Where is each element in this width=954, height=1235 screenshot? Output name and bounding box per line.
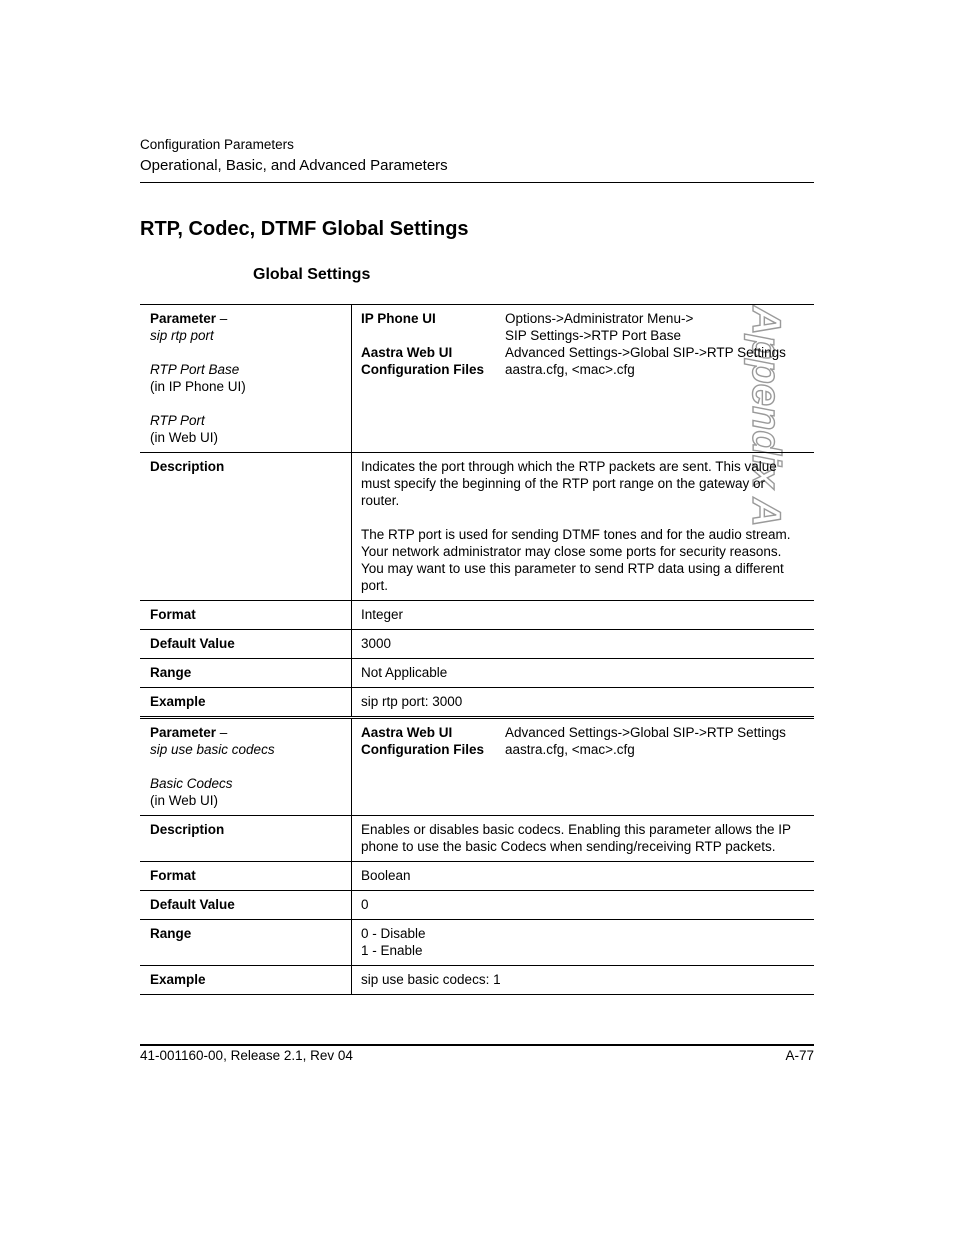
- example-value: sip rtp port: 3000: [352, 688, 815, 717]
- location-row: [361, 361, 805, 378]
- location-row: [361, 344, 805, 361]
- location-value: aastra.cfg, <mac>.cfg: [505, 362, 635, 377]
- format-value: Boolean: [352, 862, 815, 891]
- location-value: aastra.cfg, <mac>.cfg: [505, 742, 635, 757]
- range-value: Not Applicable: [352, 659, 815, 688]
- default-label: Default Value: [140, 630, 352, 659]
- example-label: Example: [140, 688, 352, 717]
- example-label: Example: [140, 966, 352, 995]
- alias-name: RTP Port: [150, 413, 205, 428]
- location-label: Aastra Web UI: [361, 725, 453, 740]
- section-title: RTP, Codec, DTMF Global Settings: [140, 218, 469, 240]
- table-row-parameter: [140, 305, 814, 453]
- parameter-label: Parameter: [150, 311, 217, 326]
- table-row-format: [140, 601, 814, 630]
- location-row: [361, 310, 805, 344]
- footer-doc-id: 41-001160-00, Release 2.1, Rev 04: [140, 1048, 353, 1063]
- running-header-section: Operational, Basic, and Advanced Parameters: [140, 157, 448, 174]
- parameter-dash: –: [216, 725, 228, 740]
- default-label: Default Value: [140, 891, 352, 920]
- footer-rule: [140, 1044, 814, 1046]
- range-label: Range: [140, 920, 352, 966]
- location-value: Advanced Settings->Global SIP->RTP Settings: [505, 345, 786, 360]
- parameter-name: sip rtp port: [150, 328, 214, 343]
- appendix-side-tab-label: Appendix A: [744, 306, 788, 527]
- table-row-range: [140, 920, 814, 966]
- default-value: 3000: [352, 630, 815, 659]
- default-value: 0: [352, 891, 815, 920]
- parameter-dash: –: [216, 311, 228, 326]
- table-row-example: [140, 966, 814, 995]
- parameter-table-sip-use-basic-codecs: [140, 718, 814, 995]
- table-row-description: [140, 453, 814, 601]
- format-label: Format: [140, 601, 352, 630]
- header-rule: [140, 182, 814, 183]
- alias-context: (in Web UI): [150, 793, 219, 808]
- description-label: Description: [140, 816, 352, 862]
- parameter-label: Parameter: [150, 725, 217, 740]
- range-value: 1 - Enable: [361, 943, 423, 958]
- description-paragraph: The RTP port is used for sending DTMF tones and for the audio stream. Your network administrator may close some ports for security reasons. You may want to use this parameter to send RTP data using a different port.: [361, 527, 791, 593]
- alias-context: (in IP Phone UI): [150, 379, 246, 394]
- alias-context: (in Web UI): [150, 430, 219, 445]
- location-value: Options->Administrator Menu-> SIP Settings->RTP Port Base: [505, 311, 694, 343]
- format-value: Integer: [352, 601, 815, 630]
- subsection-title: Global Settings: [253, 266, 371, 283]
- example-value: sip use basic codecs: 1: [352, 966, 815, 995]
- format-label: Format: [140, 862, 352, 891]
- range-value: 0 - Disable: [361, 926, 426, 941]
- location-label: Aastra Web UI: [361, 345, 453, 360]
- description-paragraph: Indicates the port through which the RTP packets are sent. This value must specify the beginning of the RTP port range on the gateway or router.: [361, 459, 777, 508]
- description-value: Enables or disables basic codecs. Enabling this parameter allows the IP phone to use the basic Codecs when sending/receiving RTP packets.: [352, 816, 815, 862]
- running-header-chapter: Configuration Parameters: [140, 137, 294, 152]
- description-label: Description: [140, 453, 352, 601]
- table-row-parameter: [140, 719, 814, 816]
- table-row-format: [140, 862, 814, 891]
- location-value: Advanced Settings->Global SIP->RTP Settings: [505, 725, 786, 740]
- location-row: [361, 724, 805, 741]
- range-label: Range: [140, 659, 352, 688]
- description-cell: [352, 453, 815, 601]
- parameter-table-sip-rtp-port: [140, 304, 814, 717]
- table-row-range: [140, 659, 814, 688]
- location-label: Configuration Files: [361, 362, 484, 377]
- alias-name: RTP Port Base: [150, 362, 240, 377]
- parameter-name: sip use basic codecs: [150, 742, 275, 757]
- parameter-cell: [140, 305, 352, 453]
- table-row-description: [140, 816, 814, 862]
- location-row: [361, 741, 805, 758]
- location-label: Configuration Files: [361, 742, 484, 757]
- parameter-cell: [140, 719, 352, 816]
- locations-cell: [352, 719, 815, 816]
- table-row-default: [140, 630, 814, 659]
- table-row-example: [140, 688, 814, 717]
- range-cell: [352, 920, 815, 966]
- location-label: IP Phone UI: [361, 311, 436, 326]
- table-row-default: [140, 891, 814, 920]
- footer-page-number: A-77: [785, 1048, 814, 1063]
- alias-name: Basic Codecs: [150, 776, 233, 791]
